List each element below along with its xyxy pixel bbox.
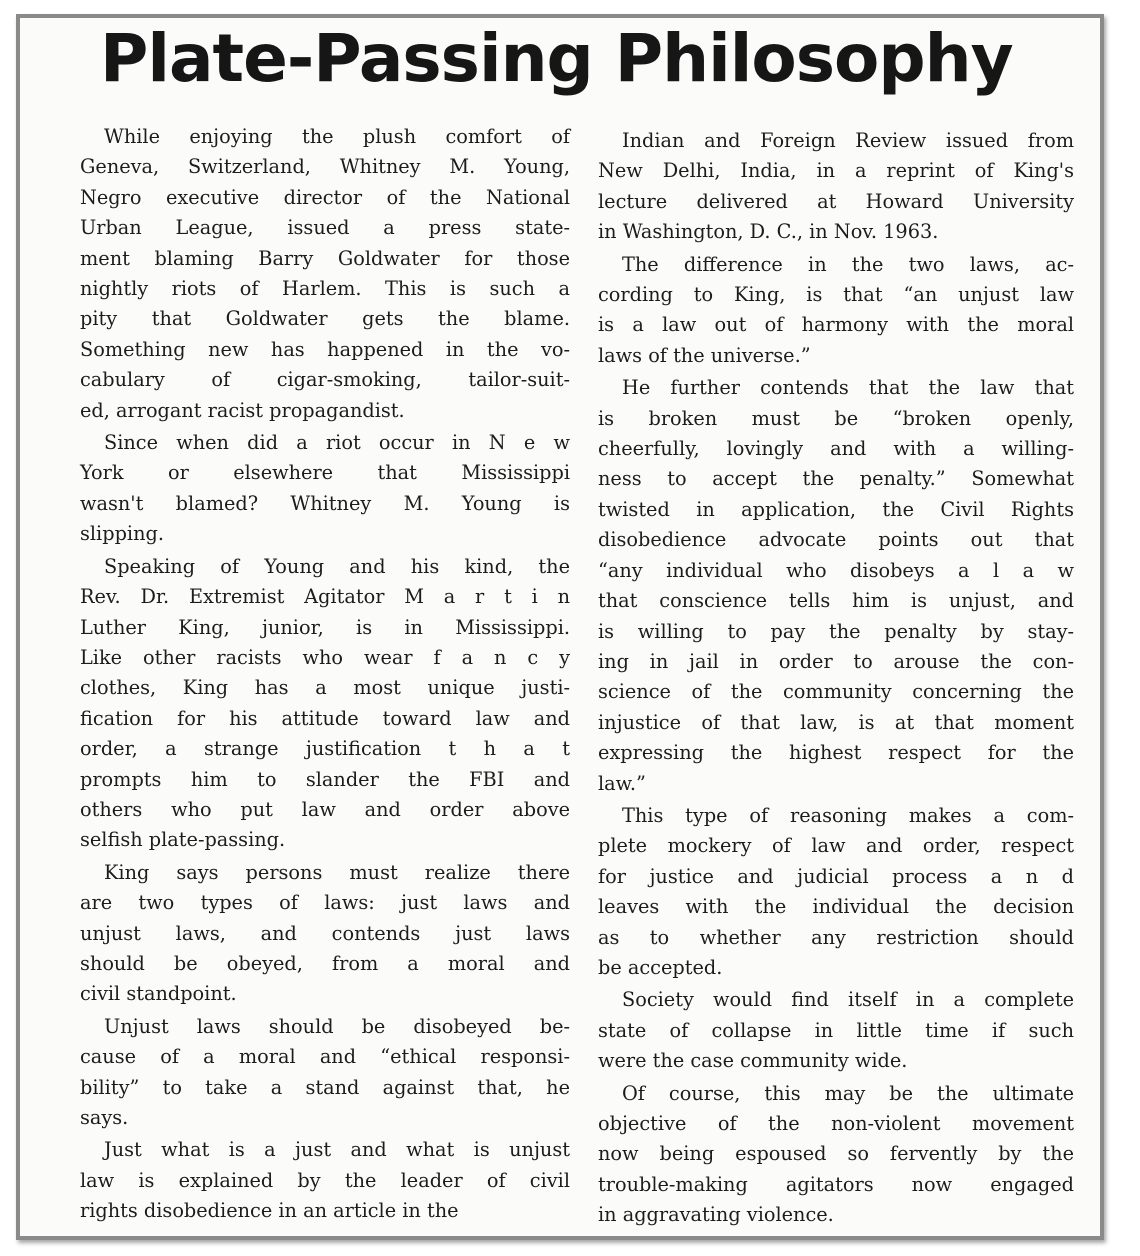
text-line: Of course, this may be the ultimate: [622, 1081, 1074, 1105]
text-line: New Delhi, India, in a reprint of King's: [598, 159, 1074, 183]
text-line: laws of the universe.”: [598, 343, 811, 367]
text-line: The difference in the two laws, ac-: [622, 252, 1074, 276]
text-line: Urban League, issued a press state-: [80, 216, 570, 240]
text-line: ness to accept the penalty.” Somewhat: [598, 467, 1074, 491]
text-line: is a law out of harmony with the moral: [598, 313, 1074, 337]
paragraph: [80, 858, 570, 1010]
text-line: King says persons must realize there: [104, 860, 570, 884]
text-line: others who put law and order above: [80, 797, 570, 821]
text-line: leaves with the individual the decision: [598, 895, 1074, 919]
text-line: twisted in application, the Civil Rights: [598, 497, 1074, 521]
text-line: order, a strange justification t h a t: [80, 737, 570, 761]
text-line: cabulary of cigar-smoking, tailor-suit-: [80, 368, 570, 392]
text-line: nightly riots of Harlem. This is such a: [80, 277, 570, 301]
text-line: Like other racists who wear f a n c y: [80, 645, 570, 669]
text-line: ing in jail in order to arouse the con-: [598, 649, 1074, 673]
paragraph: [598, 1079, 1074, 1231]
text-line: is willing to pay the penalty by stay-: [598, 619, 1074, 643]
paragraph: [598, 801, 1074, 983]
paragraph: [80, 122, 570, 426]
text-line: as to whether any restriction should: [598, 925, 1074, 949]
text-line: cording to King, is that “an unjust law: [598, 283, 1074, 307]
text-line: ed, arrogant racist propagandist.: [80, 398, 405, 422]
text-line: civil standpoint.: [80, 982, 237, 1006]
text-line: Just what is a just and what is unjust: [104, 1138, 570, 1162]
text-line: Indian and Foreign Review issued from: [622, 129, 1074, 152]
text-line: says.: [80, 1106, 129, 1129]
text-line: cause of a moral and “ethical responsi-: [80, 1045, 570, 1069]
text-line: disobedience advocate points out that: [598, 528, 1074, 552]
text-line: science of the community concerning the: [598, 680, 1074, 704]
text-line: Rev. Dr. Extremist Agitator M a r t i n: [80, 585, 570, 609]
text-line: Since when did a riot occur in N e w: [104, 431, 570, 455]
text-line: Negro executive director of the National: [80, 185, 570, 209]
text-line: expressing the highest respect for the: [598, 741, 1074, 765]
text-line: Geneva, Switzerland, Whitney M. Young,: [80, 155, 570, 179]
text-line: clothes, King has a most unique justi-: [80, 676, 570, 700]
text-line: rights disobedience in an article in the: [80, 1199, 459, 1223]
text-line: pity that Goldwater gets the blame.: [80, 307, 570, 331]
text-line: law.”: [598, 771, 646, 795]
text-line: injustice of that law, is at that moment: [598, 710, 1074, 734]
text-line: bility” to take a stand against that, he: [80, 1075, 570, 1099]
text-line: unjust laws, and contends just laws: [80, 921, 570, 945]
text-line: for justice and judicial process a n d: [598, 864, 1074, 888]
text-line: selfish plate-passing.: [80, 828, 286, 852]
text-line: slipping.: [80, 522, 164, 546]
text-line: law is explained by the leader of civil: [80, 1168, 570, 1192]
text-line: Luther King, junior, is in Mississippi.: [80, 615, 570, 639]
text-line: Society would find itself in a complete: [622, 988, 1074, 1012]
right-column: [598, 126, 1074, 1231]
text-line: is broken must be “broken openly,: [598, 406, 1074, 430]
paragraph: [80, 552, 570, 856]
text-line: are two types of laws: just laws and: [80, 891, 570, 915]
paragraph: [598, 373, 1074, 799]
text-line: in Washington, D. C., in Nov. 1963.: [598, 220, 939, 244]
paragraph: [598, 250, 1074, 372]
text-line: Speaking of Young and his kind, the: [104, 554, 570, 578]
text-line: be accepted.: [598, 955, 723, 979]
text-line: While enjoying the plush comfort of: [104, 125, 570, 148]
paragraph: [80, 428, 570, 550]
text-line: lecture delivered at Howard University: [598, 189, 1074, 213]
text-line: cheerfully, lovingly and with a willing-: [598, 437, 1074, 461]
text-line: He further contends that the law that: [622, 376, 1074, 400]
text-line: York or elsewhere that Mississippi: [80, 461, 570, 485]
text-line: trouble-making agitators now engaged: [598, 1172, 1074, 1196]
paragraph: [80, 1012, 570, 1134]
paragraph: [598, 126, 1074, 248]
left-column: [80, 122, 570, 1227]
text-line: Something new has happened in the vo-: [80, 337, 570, 361]
text-line: prompts him to slander the FBI and: [80, 767, 570, 791]
text-line: “any individual who disobeys a l a w: [598, 558, 1074, 582]
text-line: were the case community wide.: [598, 1049, 908, 1073]
text-line: in aggravating violence.: [598, 1203, 834, 1227]
headline: Plate-Passing Philosophy: [100, 20, 1013, 97]
text-line: This type of reasoning makes a com-: [622, 803, 1074, 827]
text-line: objective of the non-violent movement: [598, 1112, 1074, 1135]
text-line: ment blaming Barry Goldwater for those: [80, 246, 570, 270]
paragraph: [80, 1135, 570, 1226]
text-line: plete mockery of law and order, respect: [598, 834, 1074, 858]
text-line: fication for his attitude toward law and: [80, 706, 570, 730]
text-line: should be obeyed, from a moral and: [80, 951, 570, 975]
newspaper-clipping: [16, 14, 1104, 1240]
text-line: Unjust laws should be disobeyed be-: [104, 1014, 570, 1038]
text-line: state of collapse in little time if such: [598, 1018, 1074, 1042]
text-line: wasn't blamed? Whitney M. Young is: [80, 491, 570, 515]
paragraph: [598, 985, 1074, 1076]
text-line: that conscience tells him is unjust, and: [598, 589, 1074, 613]
text-line: now being espoused so fervently by the: [598, 1142, 1074, 1166]
